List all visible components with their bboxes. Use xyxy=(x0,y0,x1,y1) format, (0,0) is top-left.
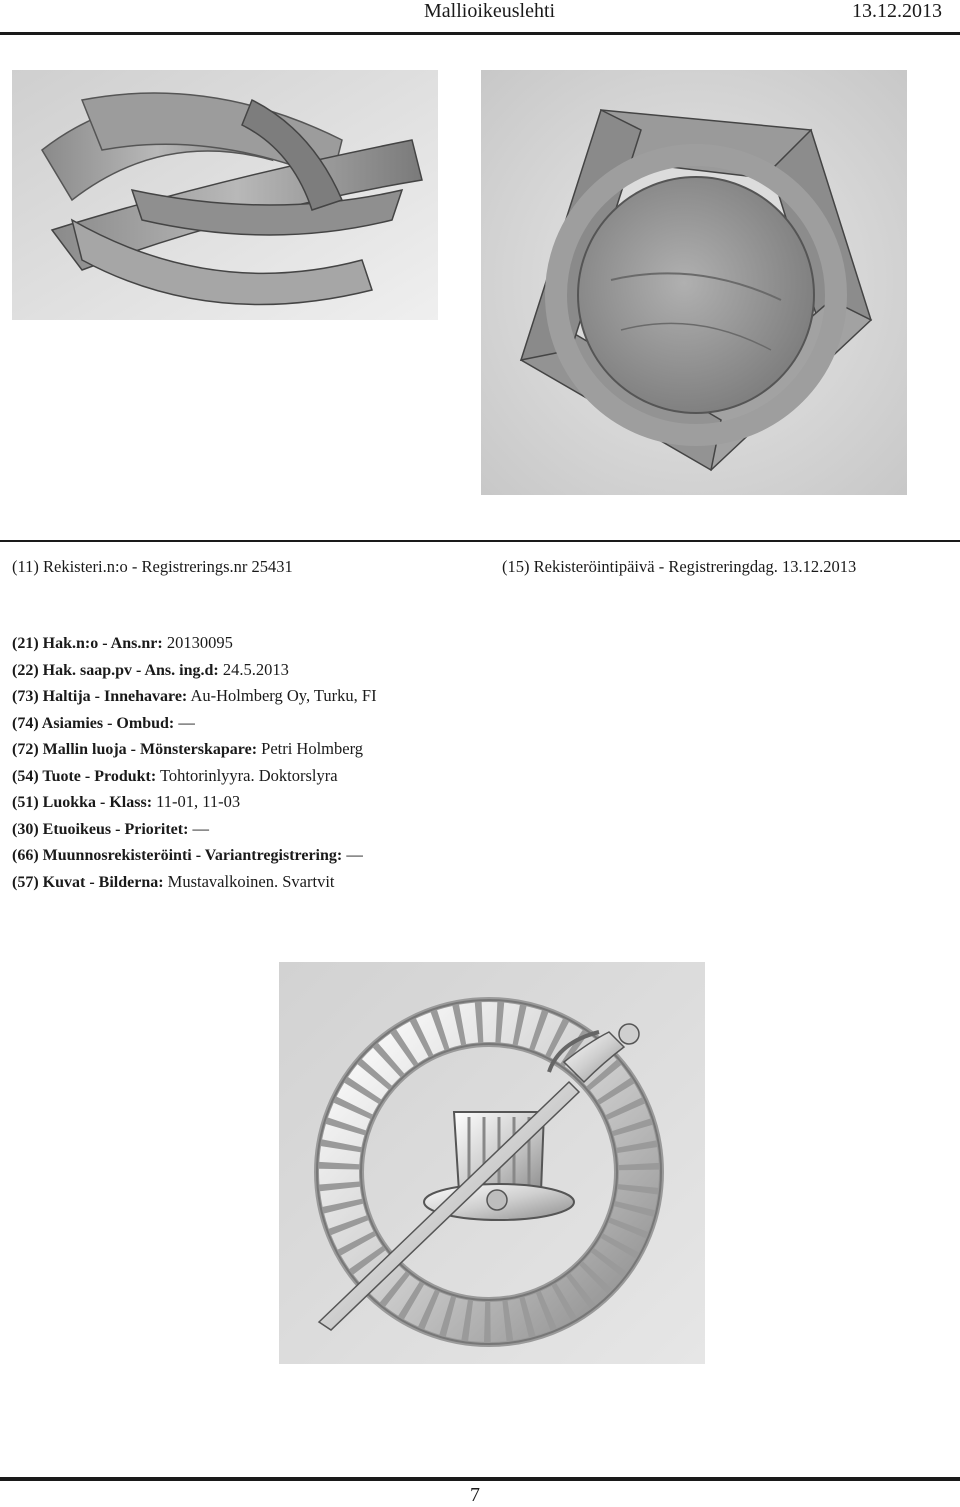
field-filing-date: (22) Hak. saap.pv - Ans. ing.d: 24.5.2013 xyxy=(12,659,289,679)
field-owner: (73) Haltija - Innehavare: Au-Holmberg Oy, Turku, FI xyxy=(12,686,377,705)
page-number: 7 xyxy=(470,1484,480,1506)
registration-date: (15) Rekisteröintipäivä - Registreringdag. 13.12.2013 xyxy=(502,557,857,576)
top-rule xyxy=(0,32,960,35)
doctoral-lyre-photo xyxy=(279,962,705,1364)
application-details xyxy=(12,633,912,898)
field-priority: (30) Etuoikeus - Prioritet: — xyxy=(12,818,210,838)
journal-title: Mallioikeuslehti xyxy=(424,0,556,22)
field-product: (54) Tuote - Produkt: Tohtorinlyyra. Doktorslyra xyxy=(12,765,338,785)
field-variant-registration: (66) Muunnosrekisteröinti - Variantregistrering: — xyxy=(12,845,363,864)
field-images: (57) Kuvat - Bilderna: Mustavalkoinen. Svartvit xyxy=(12,871,335,891)
registration-number: (11) Rekisteri.n:o - Registrerings.nr 25431 xyxy=(12,557,293,576)
field-class: (51) Luokka - Klass: 11-01, 11-03 xyxy=(12,792,241,811)
bowl-side-photo xyxy=(12,70,438,320)
bowl-top-photo xyxy=(481,70,907,495)
issue-date: 13.12.2013 xyxy=(852,0,942,22)
section-rule xyxy=(0,540,960,542)
field-designer: (72) Mallin luoja - Mönsterskapare: Petri Holmberg xyxy=(12,739,364,758)
field-agent: (74) Asiamies - Ombud: — xyxy=(12,712,195,732)
field-application-number: (21) Hak.n:o - Ans.nr: 20130095 xyxy=(12,633,233,652)
bottom-rule xyxy=(0,1477,960,1481)
